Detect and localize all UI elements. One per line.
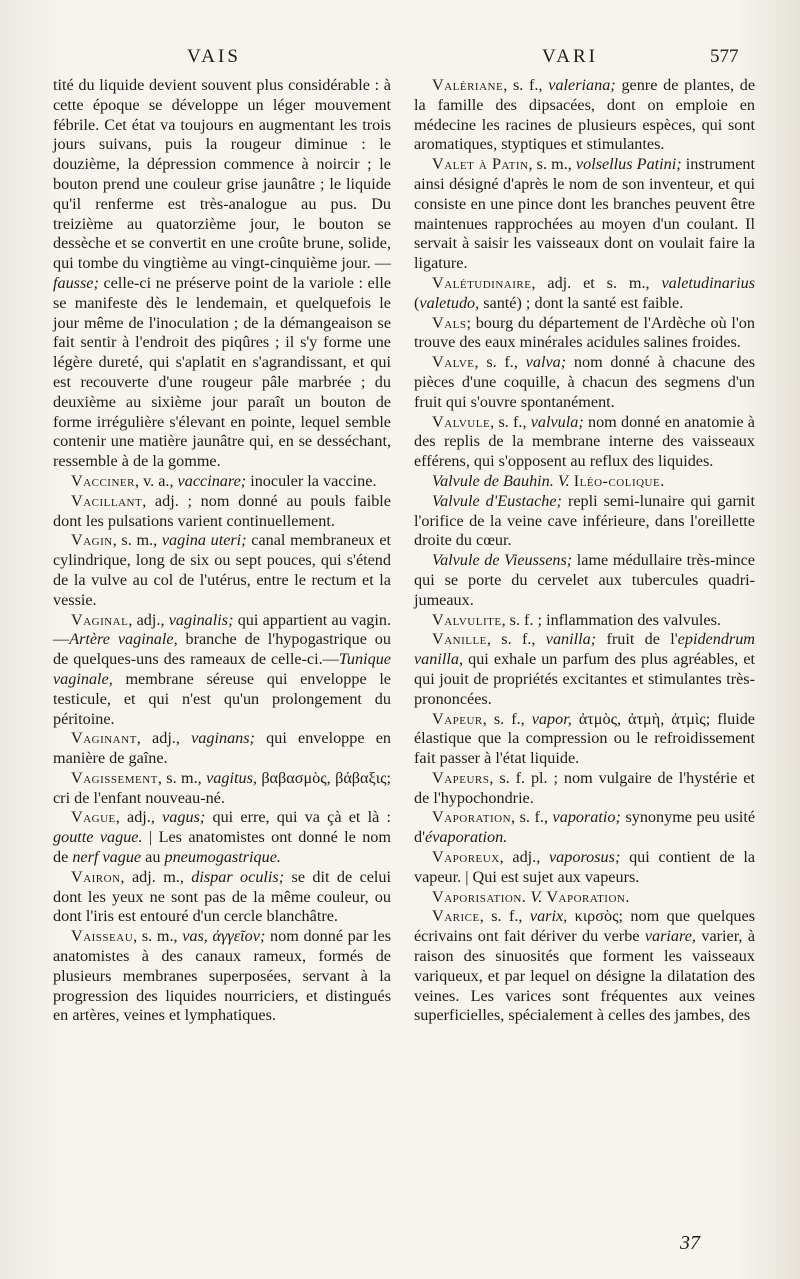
entry-vaginal: Vaginal, adj., vaginalis; qui appartient au vagin.—Artère vaginale, branche de l'hypogastrique ou de quelques-uns des rameaux de celle-ci.—Tunique vaginale, membrane séreuse qui enveloppe le testicule, et qui n'est qu'un prolongement du péritoine. (53, 610, 392, 728)
headword: Vals (432, 313, 467, 332)
entry-vairon: Vairon, adj. m., dispar oculis; se dit de celui dont les yeux ne sont pas de la même couleur, ou dont l'iris est entouré d'un cercle blanchâtre. (53, 867, 392, 926)
entry-vacillant: Vacillant, adj. ; nom donné au pouls faible dont les pulsations varient continuellement. (53, 491, 391, 530)
header-left-word: VAIS (187, 46, 241, 67)
entry-vapeur: Vapeur, s. f., vapor, ἀτμὸς, ἀτμὴ, ἀτμὶς; fluide élastique que la compression ou le refroidissement fait passer à l'état liquide. (414, 709, 755, 768)
headword: Vaginal (71, 610, 129, 629)
entry-valvule-bauhin: Valvule de Bauhin. V. Iléo-colique. (432, 471, 665, 490)
right-column (414, 76, 755, 1026)
entry-vague: Vague, adj., vagus; qui erre, qui va çà et là : goutte vague. | Les anatomistes ont donné le nom de nerf vague au pneumogastrique. (53, 808, 392, 867)
headword: Vairon (71, 867, 121, 886)
headword: Vaporation (432, 808, 512, 827)
headword: Vaisseau (71, 927, 134, 946)
entry-vals: Vals; bourg du département de l'Ardèche où l'on trouve des eaux minérales acidules salines froides. (414, 313, 755, 352)
headword: Vaporeux (432, 848, 500, 867)
running-head (52, 46, 752, 74)
signature-mark: 37 (680, 1232, 700, 1254)
headword: Vapeurs (432, 768, 490, 787)
page-number: 577 (710, 46, 739, 67)
headword: Valve (432, 353, 475, 372)
entry-valet-a-patin: Valet à Patin, s. m., volsellus Patini; instrument ainsi désigné d'après le nom de son inventeur, et qui consiste en une pince dont les branches peuvent être maintenues rapprochées au moyen d'un coulant. Il servait à saisir les vaisseaux dont on voulait faire la ligature. (414, 155, 755, 273)
entry-valvule-eustache: Valvule d'Eustache; repli semi-lunaire qui garnit l'orifice de la veine cave inférieure, dans l'oreillette droite du cœur. (414, 491, 755, 550)
entry-vanille: Vanille, s. f., vanilla; fruit de l'epidendrum vanilla, qui exhale un parfum des plus agréables, et qui jouit de propriétés excitantes et stimulantes très-prononcées. (414, 630, 756, 708)
entry-vagin: Vagin, s. m., vagina uteri; canal membraneux et cylindrique, long de six ou sept pouces, qui s'étend de la vulve au col de l'utérus, entre le rectum et la vessie. (53, 531, 391, 609)
headword: Varice (432, 907, 480, 926)
headword: Valvulite (432, 610, 502, 629)
headword: Vacciner (71, 471, 135, 490)
entry-valvule-vieussens: Valvule de Vieussens; lame médullaire très-mince qui se porte du cervelet aux tubercules quadri-jumeaux. (414, 551, 755, 609)
entry-vaporisation: Vaporisation. V. Vaporation. (432, 887, 630, 906)
entry-vaporeux: Vaporeux, adj., vaporosus; qui contient de la vapeur. | Qui est sujet aux vapeurs. (414, 848, 755, 886)
entry-varice: Varice, s. f., varix, κιρσὸς; nom que quelques écrivains ont fait dériver du verbe variare, varier, à raison des sinuosités que forment les vaisseaux variqueux, et par lequel on désigne la dilatation des veines. Les varices sont fréquentes aux veines superficielles, spécialement à celles des jambes, des (414, 907, 756, 1025)
headword: Vagin (71, 531, 113, 550)
headword: Vaporisation. (432, 887, 527, 906)
headword: Vaginant (71, 729, 137, 748)
entry-vacciner: Vacciner, v. a., vaccinare; inoculer la vaccine. (71, 471, 377, 490)
entry-valvule: Valvule, s. f., valvula; nom donné en anatomie à des replis de la membrane interne des vaisseaux efférens, qui s'opposent au reflux des liquides. (414, 412, 755, 471)
entry-valve: Valve, s. f., valva; nom donné à chacune des pièces d'une coquille, à chacun des segmens d'un fruit qui s'ouvre spontanément. (414, 353, 756, 411)
headword: Vague (71, 808, 116, 827)
entry-vaccine-continuation: tité du liquide devient souvent plus considérable : à cette époque se développe un léger mouvement fébrile. Cet état va toujours en augmentant les trois jours suivans, puis la rougeur diminue : le douzième, la dépression commence à noircir ; le bouton prend une couleur grise jaunâtre ; le liquide qu'il renferme est très-analogue au pus. Du treizième au quatorzième jour, le bouton se dessèche et se convertit en une croûte brune, solide, qui tombe du vingtième au vingt-cinquième jour. — fausse; celle-ci ne préserve point de la variole : elle se manifeste dès le lendemain, et quelquefois le jour même de l'inoculation ; de la démangeaison se fait sentir à l'endroit des piqûres ; il s'y forme une légère dureté, qui s'aplatit en s'agrandissant, et qui est recouverte d'une rougeur pâle marbrée ; du deuxième au sixième jour paraît un bouton de forme irrégulière s'élevant en pointe, lequel semble contenir une matière jaunâtre qui, en se desséchant, ressemble à de la gomme. (53, 76, 392, 471)
headword: Valétudinaire (432, 273, 532, 292)
headword: Vagissement (71, 768, 158, 787)
header-right-word: VARI (542, 46, 598, 67)
left-column (53, 76, 391, 1026)
headword: Vanille (432, 630, 487, 649)
headword: Vapeur (432, 709, 483, 728)
headword: Vacillant (71, 491, 143, 510)
entry-vaginant: Vaginant, adj., vaginans; qui enveloppe en manière de gaîne. (53, 729, 392, 768)
headword: Valvule (432, 412, 491, 431)
entry-vaporation: Vaporation, s. f., vaporatio; synonyme peu usité d'évaporation. (414, 808, 756, 847)
entry-valetudinaire: Valétudinaire, adj. et s. m., valetudinarius (valetudo, santé) ; dont la santé est faible. (414, 273, 755, 312)
headword: Valériane (432, 76, 504, 94)
entry-valvulite: Valvulite, s. f. ; inflammation des valvules. (432, 610, 721, 629)
entry-vapeurs: Vapeurs, s. f. pl. ; nom vulgaire de l'hystérie et de l'hypochondrie. (414, 768, 755, 807)
entry-vagissement: Vagissement, s. m., vagitus, βαβασμὸς, βάβαξις; cri de l'enfant nouveau-né. (53, 768, 391, 807)
headword: Valet à Patin (432, 155, 529, 174)
entry-vaisseau: Vaisseau, s. m., vas, ἀγγεῖον; nom donné par les anatomistes à des canaux rameux, formés de plusieurs membranes superposées, servant à la progression des liquides nourriciers, et distingués en artères, veines et lymphatiques. (53, 927, 392, 1025)
entry-valeriane: Valériane, s. f., valeriana; genre de plantes, de la famille des dipsacées, dont on emploie en médecine les racines de plusieurs espèces, qui sont aromatiques, styptiques et stimulantes. (414, 76, 756, 154)
